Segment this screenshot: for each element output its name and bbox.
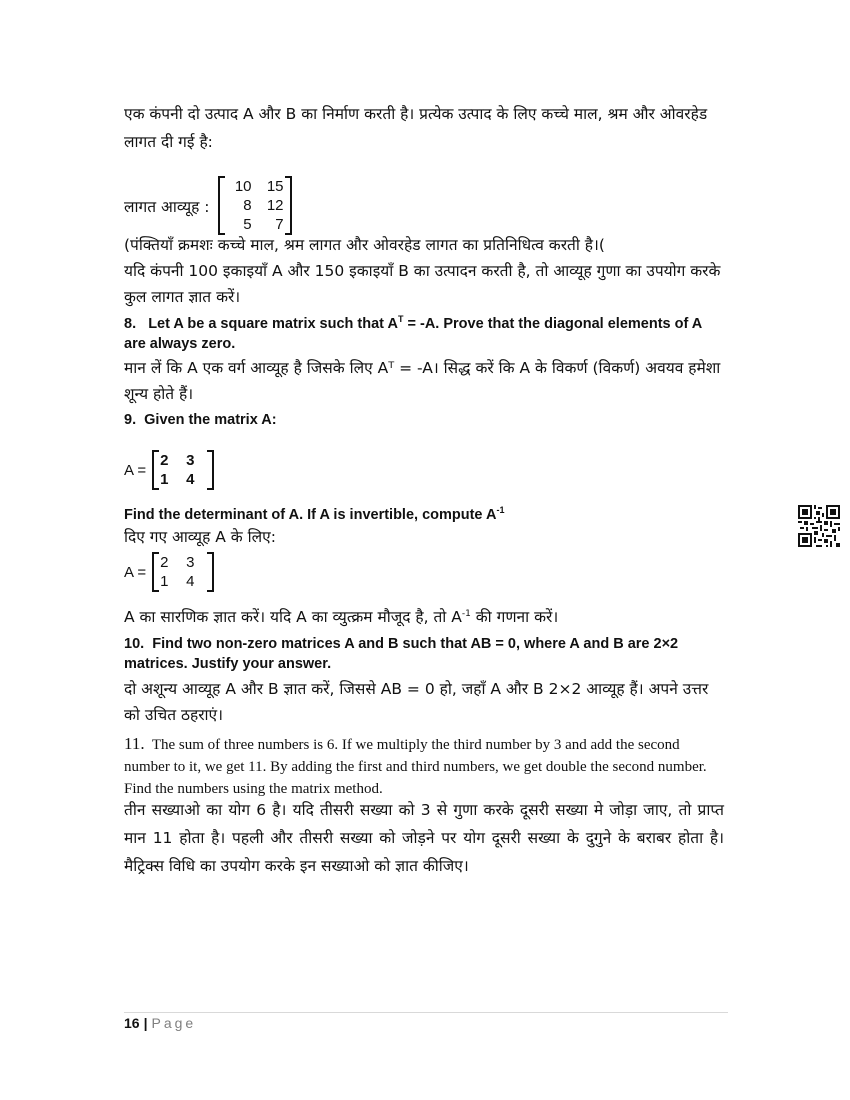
intro-paragraph: एक कंपनी दो उत्पाद A और B का निर्माण करती है। प्रत्येक उत्पाद के लिए कच्चे माल, श्रम और ओवरहेड लागत दी गई है: bbox=[124, 105, 708, 151]
question-number: 9. bbox=[124, 412, 137, 428]
matrix-a-col-2 bbox=[183, 553, 209, 591]
matrix-cell: 4 bbox=[186, 573, 195, 590]
qr-code-icon bbox=[798, 505, 840, 547]
question-9-hindi-task-b: की गणना करें। bbox=[470, 608, 559, 626]
cost-matrix-row bbox=[124, 176, 292, 235]
question-9-english-task bbox=[124, 505, 724, 525]
matrix-a-label: A = bbox=[124, 461, 147, 479]
inverse-superscript: -1 bbox=[496, 505, 505, 516]
matrix-a-col-1 bbox=[157, 451, 183, 489]
cost-matrix-col-2 bbox=[255, 177, 287, 234]
matrix-cell: 7 bbox=[275, 216, 284, 233]
question-number: 8. bbox=[124, 316, 137, 332]
question-8-hindi: मान लें कि A एक वर्ग आव्यूह है जिसके लिए Aᵀ = -A। सिद्ध करें कि A के विकर्ण (विकर्ण) अवयव हमेशा शून्य होते हैं। bbox=[124, 359, 721, 403]
matrix-cell: 1 bbox=[160, 573, 169, 590]
matrix-a-bold-row bbox=[124, 450, 214, 490]
matrix-cell: 12 bbox=[266, 197, 284, 214]
matrix-cell: 8 bbox=[243, 197, 252, 214]
footer-divider bbox=[124, 1012, 728, 1013]
page-number: 16 bbox=[124, 1015, 140, 1031]
matrix-cell: 4 bbox=[186, 471, 195, 488]
question-9-hindi-task bbox=[124, 604, 724, 630]
question-11-text: The sum of three numbers is 6. If we multiply the third number by 3 and add the second number to it, we get 11. By adding the first and third numbers, we get double the second number. Find the numbers using the matrix method. bbox=[124, 737, 707, 797]
matrix-cell: 10 bbox=[234, 178, 252, 195]
question-8-text-a: Let A be a square matrix such that A bbox=[148, 316, 398, 332]
matrix-a-plain bbox=[152, 552, 214, 592]
transpose-superscript: T bbox=[397, 314, 404, 325]
matrix-cell: 5 bbox=[243, 216, 252, 233]
question-9-hindi-task-a: A का सारणिक ज्ञात करें। यदि A का व्युत्क्रम मौजूद है, तो A bbox=[124, 608, 462, 626]
cost-matrix-col-1 bbox=[223, 177, 255, 234]
matrix-cell: 3 bbox=[186, 554, 195, 571]
question-10-text: Find two non-zero matrices A and B such that AB = 0, where A and B are 2×2 matrices. Justify your answer. bbox=[124, 636, 679, 672]
page-footer bbox=[124, 1015, 196, 1031]
question-9-task-text: Find the determinant of A. If A is invertible, compute A bbox=[124, 507, 497, 523]
question-9-title-text: Given the matrix A: bbox=[144, 412, 277, 428]
question-number: 10. bbox=[124, 636, 145, 652]
question-11-english bbox=[124, 733, 724, 800]
cost-matrix-label: लागत आव्यूह : bbox=[124, 197, 210, 216]
matrix-cell: 15 bbox=[266, 178, 284, 195]
question-10-hindi: दो अशून्य आव्यूह A और B ज्ञात करें, जिससे AB = 0 हो, जहाँ A और B 2×2 आव्यूह हैं। अपने उत्तर को उचित ठहराएं। bbox=[124, 680, 709, 724]
rows-note: (पंक्तियाँ क्रमशः कच्चे माल, श्रम लागत और ओवरहेड लागत का प्रतिनिधित्व करती है।( bbox=[124, 236, 605, 254]
matrix-cell: 2 bbox=[160, 554, 169, 571]
matrix-cell: 2 bbox=[160, 452, 169, 469]
page-label: Page bbox=[151, 1015, 197, 1031]
matrix-a-col-2 bbox=[183, 451, 209, 489]
question-10-english bbox=[124, 634, 724, 674]
inverse-superscript: -1 bbox=[461, 608, 471, 619]
matrix-cell: 3 bbox=[186, 452, 195, 469]
footer-separator: | bbox=[143, 1015, 148, 1031]
question-11-hindi: तीन सख्याओ का योग 6 है। यदि तीसरी सख्या को 3 से गुणा करके दूसरी सख्या मे जोड़ा जाए, तो प्राप्त मान 11 होता है। पहली और तीसरी सख्या को जोड़ने पर योग दूसरी सख्या के दुगुने के बराबर होता है। मैट्रिक्स विधि का उपयोग करके इन सख्याओ को ज्ञात कीजिए। bbox=[124, 801, 724, 875]
question-9-hindi-given: दिए गए आव्यूह A के लिए: bbox=[124, 528, 276, 546]
question-9-title bbox=[124, 410, 724, 430]
cost-matrix bbox=[218, 176, 292, 235]
matrix-a-label: A = bbox=[124, 563, 147, 581]
production-paragraph: यदि कंपनी 100 इकाइयाँ A और 150 इकाइयाँ B का उत्पादन करती है, तो आव्यूह गुणा का उपयोग करके कुल लागत ज्ञात करें। bbox=[124, 262, 721, 306]
question-8-text-b: = -A. Prove that the diagonal elements of A are always zero. bbox=[124, 316, 702, 352]
question-number: 11. bbox=[124, 734, 145, 753]
question-8-english bbox=[124, 314, 724, 354]
matrix-a-bold bbox=[152, 450, 214, 490]
matrix-cell: 1 bbox=[160, 471, 169, 488]
matrix-a-col-1 bbox=[157, 553, 183, 591]
matrix-a-plain-row bbox=[124, 552, 214, 592]
